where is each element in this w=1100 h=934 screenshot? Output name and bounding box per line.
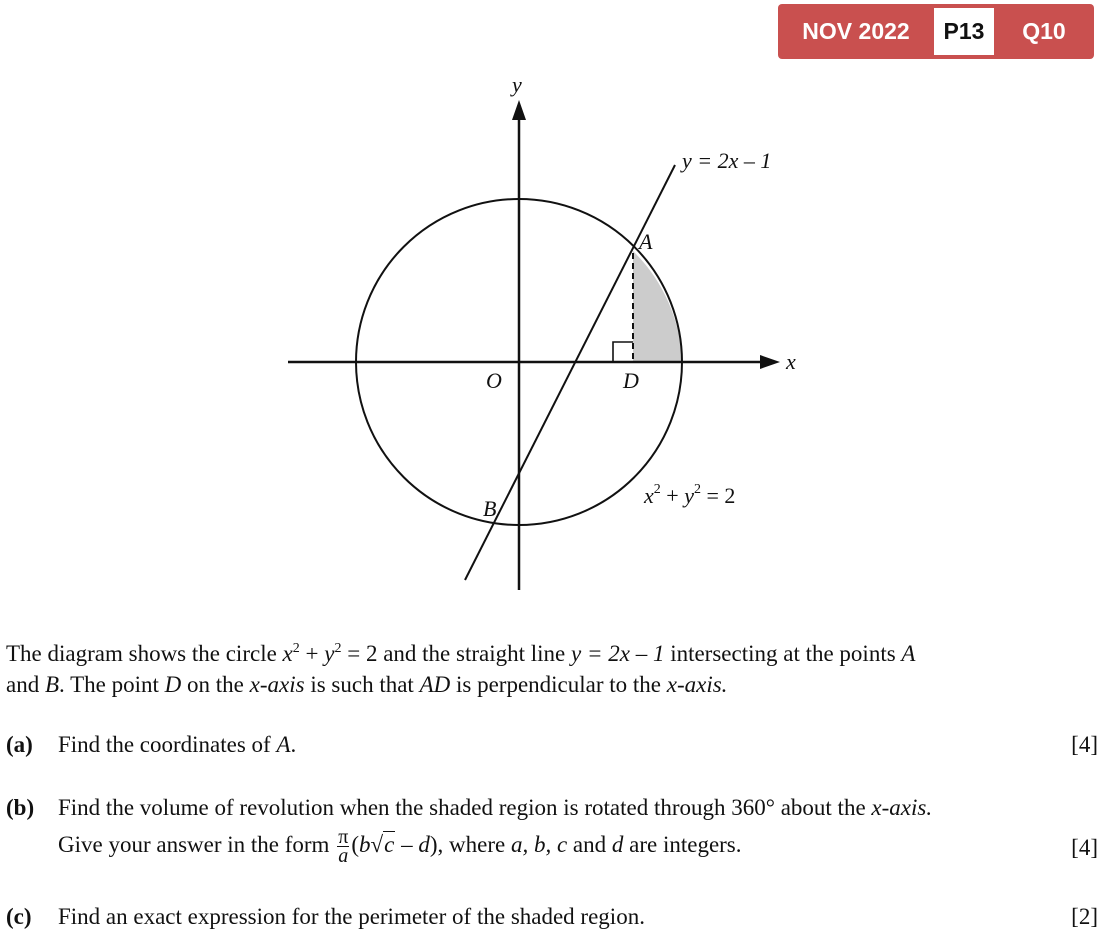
point-b-label: B (483, 496, 497, 521)
origin-label: O (486, 368, 502, 393)
paper-label: P13 (934, 8, 994, 55)
question-intro (6, 638, 1098, 700)
question-part-b (6, 792, 1098, 872)
session-label: NOV 2022 (802, 18, 910, 44)
part-a-label: (a) (6, 732, 33, 757)
question-part-c (6, 901, 1098, 932)
part-b-marks: [4] (1071, 835, 1098, 860)
point-a-label: A (639, 229, 653, 254)
x-axis-label: x (786, 349, 796, 374)
intro-line-2: and B. The point D on the x-axis is such that AD is perpendicular to the x-axis. (6, 672, 728, 697)
part-c-marks: [2] (1071, 904, 1098, 929)
circle-equation-label: $x^2 + y^2 = 2$ (644, 482, 736, 508)
x-axis-arrow-icon (760, 355, 780, 369)
shaded-region (633, 251, 682, 362)
intro-line-1: The diagram shows the circle $x^2 + y^2 = 2$ and the straight line y = 2x – 1 intersecting at the points A (6, 641, 916, 666)
y-axis-arrow-icon (512, 100, 526, 120)
part-b-label: (b) (6, 795, 35, 820)
y-axis-label: y (512, 72, 522, 97)
part-b-line-2: Give your answer in the form $\frac{\pi}{a}$ (b√c – d), where a, b, c and d are integers. (58, 826, 742, 867)
pi-over-a-fraction: $\frac{\pi}{a}$ (338, 826, 349, 867)
part-c-text: Find an exact expression for the perimeter of the shaded region. (58, 904, 645, 929)
question-number-label: Q10 (1022, 18, 1066, 44)
point-d-label: D (623, 368, 639, 393)
part-c-label: (c) (6, 904, 32, 929)
question-part-a (6, 729, 1098, 760)
part-a-marks: [4] (1071, 732, 1098, 757)
part-a-text: Find the coordinates of A. (58, 732, 297, 757)
right-angle-marker (613, 342, 633, 362)
line-equation: y = 2x – 1 (571, 641, 665, 666)
line-equation-label: y = 2x – 1 (682, 148, 772, 173)
part-b-line-1: Find the volume of revolution when the shaded region is rotated through 360° about the x-axis. (58, 795, 933, 820)
